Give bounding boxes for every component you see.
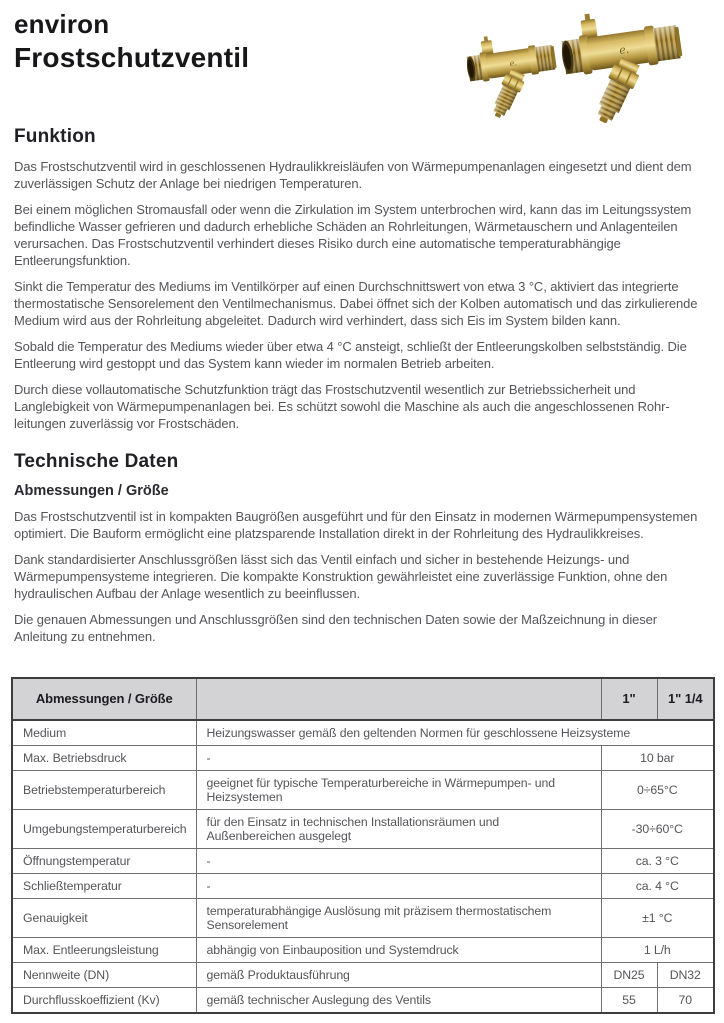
row-value: 0÷65°C [601,771,714,810]
row-desc: temperaturabhängige Auslösung mit präzisem thermostatischem Sensorelement [196,899,601,938]
row-label: Schließtemperatur [12,874,196,899]
table-header-empty [196,678,601,720]
row-desc: - [196,746,601,771]
row-desc: - [196,849,601,874]
row-label: Nennweite (DN) [12,963,196,988]
funktion-heading: Funktion [14,126,96,147]
table-header-size-1-1-4in: 1" 1/4 [657,678,714,720]
table-row-genauigkeit [12,899,714,938]
funktion-paragraph-5: Durch diese vollautomatische Schutzfunktion trägt das Frostschutzventil wesentlich zur Betriebssicherheit und Langlebigkeit von Wärmepumpenanlagen bei. Es schützt sowohl die Maschine als auch die angeschlossenen Rohrleitungen zuverlässig vor Frostschäden. [14,382,670,431]
row-desc: Heizungswasser gemäß den geltenden Normen für geschlossene Heizsysteme [196,720,714,746]
row-desc: gemäß technischer Auslegung des Ventils [196,988,601,1014]
row-value: ca. 3 °C [601,849,714,874]
funktion-paragraph-1: Das Frostschutzventil wird in geschlossenen Hydraulikkreisläufen von Wärmepumpenanlagen eingesetzt und dient dem zuverlässigen Schutz der Anlage bei niedrigen Temperaturen. [14,159,692,191]
abmessungen-subheading: Abmessungen / Größe [14,483,169,499]
row-value-1-1-4in: DN32 [657,963,714,988]
table-row-schliesstemperatur [12,874,714,899]
funktion-paragraph-3: Sinkt die Temperatur des Mediums im Ventilkörper auf einen Durchschnittswert von etwa 3 °C, aktiviert das integrierte thermostatische Sensorelement den Ventilmechanismus. Dabei öffnet sich der Kolben automatisch und das zirkulierende Medium wird aus der Rohrleitung abgeleitet. Dadurch wird verhindert, dass sich Eis im System bilden kann. [14,279,698,328]
row-value: ca. 4 °C [601,874,714,899]
brand-logo-text: environ [14,9,110,39]
funktion-paragraph-2: Bei einem möglichen Stromausfall oder wenn die Zirkulation im System unterbrochen wird, kann das im Leitungssystem befindliche Wasser gefrieren und dadurch erhebliche Schäden an Rohrleitungen, Wärmetauschern und Anlagenteilen verursachen. Das Frostschutzventil verhindert dieses Risiko durch eine automatische temperaturabhängige Entleerungsfunktion. [14,202,692,268]
row-label: Betriebstemperaturbereich [12,771,196,810]
row-label: Max. Betriebsdruck [12,746,196,771]
table-row-betriebstemperaturbereich [12,771,714,810]
table-row-max-entleerungsleistung [12,938,714,963]
table-header-row [12,678,714,720]
technische-daten-paragraph-3: Die genauen Abmessungen und Anschlussgrößen sind den technischen Daten sowie der Maßzeichnung in dieser Anleitung zu entnehmen. [14,612,658,644]
row-value: ±1 °C [601,899,714,938]
page-title: Frostschutzventil [14,41,250,73]
row-desc: gemäß Produktausführung [196,963,601,988]
section-technische-daten [14,451,710,645]
row-desc: geeignet für typische Temperaturbereiche in Wärmepumpen- und Heizsystemen [196,771,601,810]
technische-daten-paragraph-2: Dank standardisierter Anschlussgrößen lässt sich das Ventil einfach und sicher in bestehende Heizungs- und Wärmepumpensysteme integrieren. Die kompakte Konstruktion gewährleistet eine zuverlässige Funktion, ohne den hydraulischen Aufbau der Anlage wesentlich zu beeinflussen. [14,552,668,601]
row-label: Medium [12,720,196,746]
row-desc: - [196,874,601,899]
row-value: 1 L/h [601,938,714,963]
table-row-medium [12,720,714,746]
row-desc: für den Einsatz in technischen Installationsräumen und Außenbereichen ausgelegt [196,810,601,849]
row-value-1-1-4in: 70 [657,988,714,1014]
row-label: Max. Entleerungsleistung [12,938,196,963]
row-value: 10 bar [601,746,714,771]
row-label: Durchflusskoeffizient (Kv) [12,988,196,1014]
technische-daten-paragraph-1: Das Frostschutzventil ist in kompakten Baugrößen ausgeführt und für den Einsatz in modernen Wärmepumpensystemen optimiert. Die Bauform ermöglicht eine platzsparende Installation direkt in der Rohrleitung des Hydraulikkreises. [14,509,698,541]
table-row-durchflusskoeffizient [12,988,714,1014]
table-header-dimensions: Abmessungen / Größe [12,678,196,720]
technical-data-table [11,677,715,1014]
table-row-nennweite [12,963,714,988]
section-funktion [14,126,710,432]
row-value-1in: 55 [601,988,657,1014]
row-desc: abhängig von Einbauposition und Systemdruck [196,938,601,963]
table-row-oeffnungstemperatur [12,849,714,874]
table-row-umgebungstemperaturbereich [12,810,714,849]
row-label: Umgebungstemperaturbereich [12,810,196,849]
table-row-max-betriebsdruck [12,746,714,771]
funktion-paragraph-4: Sobald die Temperatur des Mediums wieder über etwa 4 °C ansteigt, schließt der Entleerungskolben selbstständig. Die Entleerung wird gestoppt und das System kann wieder im normalen Betrieb arbeiten. [14,339,687,371]
row-value-1in: DN25 [601,963,657,988]
row-label: Öffnungstemperatur [12,849,196,874]
row-value: -30÷60°C [601,810,714,849]
technical-data-table-wrap [11,677,715,1014]
page-header [14,8,710,120]
table-header-size-1in: 1" [601,678,657,720]
technische-daten-heading: Technische Daten [14,451,179,472]
product-photo-brass-valves: e. [456,4,708,130]
row-label: Genauigkeit [12,899,196,938]
